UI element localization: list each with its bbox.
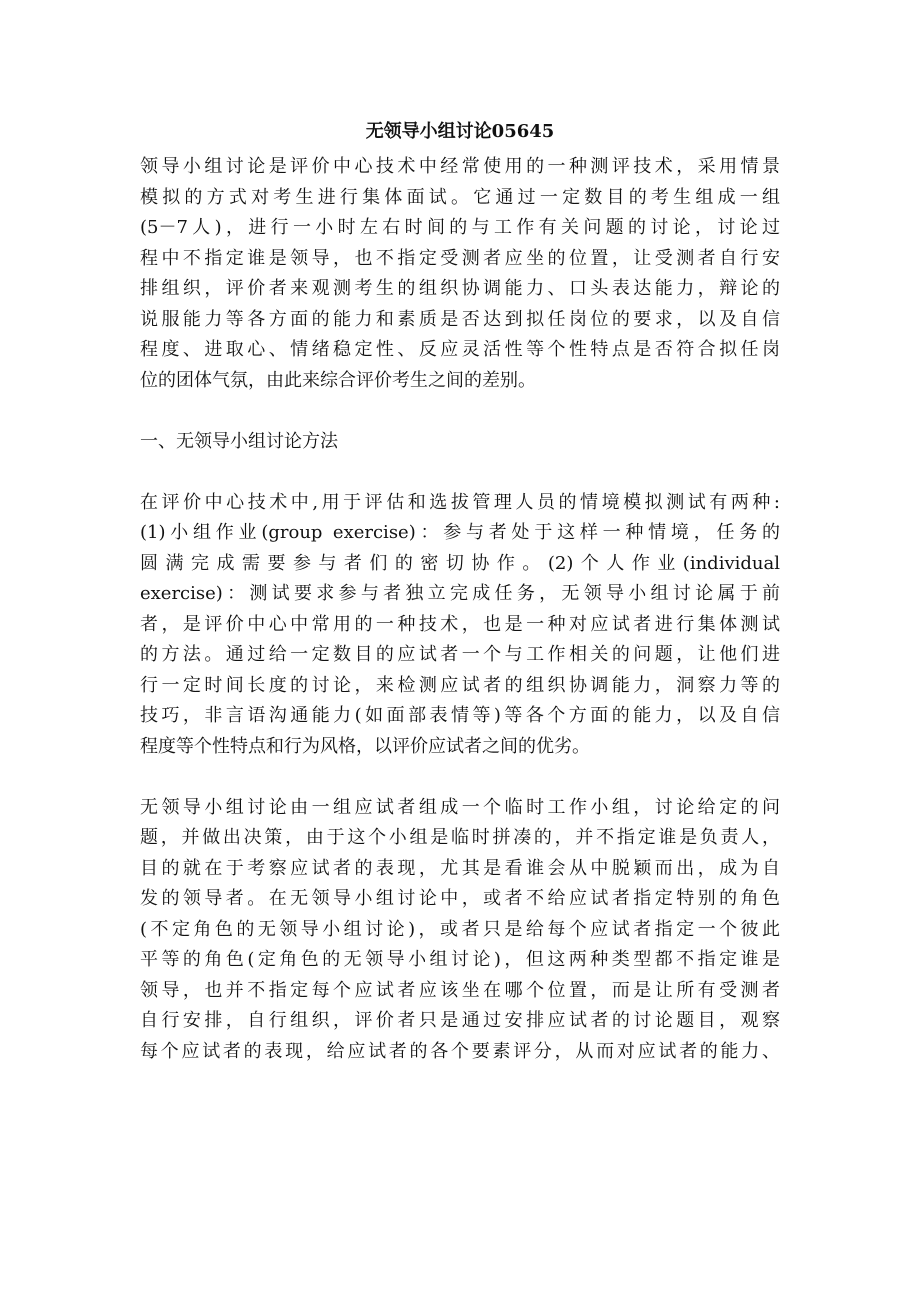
section-heading bbox=[140, 427, 780, 458]
text-line: 领导小组讨论是评价中心技术中经常使用的一种测评技术，采用情景 bbox=[140, 156, 780, 177]
paragraph-methods bbox=[140, 488, 780, 763]
text-line: 程度、进取心、情绪稳定性、反应灵活性等个性特点是否符合拟任岗 bbox=[140, 339, 780, 360]
document-title: 无领导小组讨论05645 bbox=[365, 121, 555, 142]
text-line: (5－7人)，进行一小时左右时间的与工作有关问题的讨论，讨论过 bbox=[140, 217, 780, 238]
paragraph-spacer bbox=[140, 457, 780, 488]
paragraph-spacer bbox=[140, 396, 780, 427]
text-line: 自行安排，自行组织，评价者只是通过安排应试者的讨论题目，观察 bbox=[140, 1010, 780, 1031]
text-line: 说服能力等各方面的能力和素质是否达到拟任岗位的要求，以及自信 bbox=[140, 308, 780, 330]
text-line: (不定角色的无领导小组讨论)，或者只是给每个应试者指定一个彼此 bbox=[140, 918, 780, 940]
paragraph-spacer bbox=[140, 762, 780, 793]
paragraph-intro bbox=[140, 152, 780, 396]
text-line: 平等的角色(定角色的无领导小组讨论)，但这两种类型都不指定谁是 bbox=[140, 949, 780, 970]
text-line: 程中不指定谁是领导，也不指定受测者应坐的位置，让受测者自行安 bbox=[140, 247, 780, 269]
text-line: 目的就在于考察应试者的表现，尤其是看谁会从中脱颖而出，成为自 bbox=[140, 857, 780, 879]
text-line: 圆满完成需要参与者们的密切协作。(2)个人作业(individual bbox=[140, 552, 780, 574]
text-line: (1)小组作业(group exercise)：参与者处于这样一种情境，任务的 bbox=[140, 522, 780, 543]
text-line: 题，并做出决策，由于这个小组是临时拼凑的，并不指定谁是负责人， bbox=[140, 827, 780, 848]
text-line: 领导，也并不指定每个应试者应该坐在哪个位置，而是让所有受测者 bbox=[140, 979, 780, 1001]
text-line: 的方法。通过给一定数目的应试者一个与工作相关的问题，让他们进 bbox=[140, 644, 780, 665]
text-line: 技巧，非言语沟通能力(如面部表情等)等各个方面的能力，以及自信 bbox=[140, 705, 780, 726]
text-line: 者，是评价中心中常用的一种技术，也是一种对应试者进行集体测试 bbox=[140, 613, 780, 635]
paragraph-definition bbox=[140, 793, 780, 1068]
text-line: 程度等个性特点和行为风格，以评价应试者之间的优劣。 bbox=[140, 735, 590, 757]
text-line: 无领导小组讨论由一组应试者组成一个临时工作小组，讨论给定的问 bbox=[140, 796, 780, 818]
text-line: 位的团体气氛，由此来综合评价考生之间的差别。 bbox=[140, 369, 536, 391]
document-page bbox=[140, 118, 780, 1067]
text-line: 排组织，评价者来观测考生的组织协调能力、口头表达能力，辩论的 bbox=[140, 278, 780, 299]
text-line: 行一定时间长度的讨论，来检测应试者的组织协调能力，洞察力等的 bbox=[140, 674, 780, 696]
text-line: 模拟的方式对考生进行集体面试。它通过一定数目的考生组成一组 bbox=[140, 186, 780, 208]
text-line: 在评价中心技术中,用于评估和选拔管理人员的情境模拟测试有两种: bbox=[140, 491, 780, 513]
section-heading-text: 一、无领导小组讨论方法 bbox=[140, 430, 338, 452]
text-line: exercise)：测试要求参与者独立完成任务，无领导小组讨论属于前 bbox=[140, 583, 780, 604]
text-line: 每个应试者的表现，给应试者的各个要素评分，从而对应试者的能力、 bbox=[140, 1040, 780, 1062]
text-line: 发的领导者。在无领导小组讨论中，或者不给应试者指定特别的角色 bbox=[140, 888, 780, 909]
